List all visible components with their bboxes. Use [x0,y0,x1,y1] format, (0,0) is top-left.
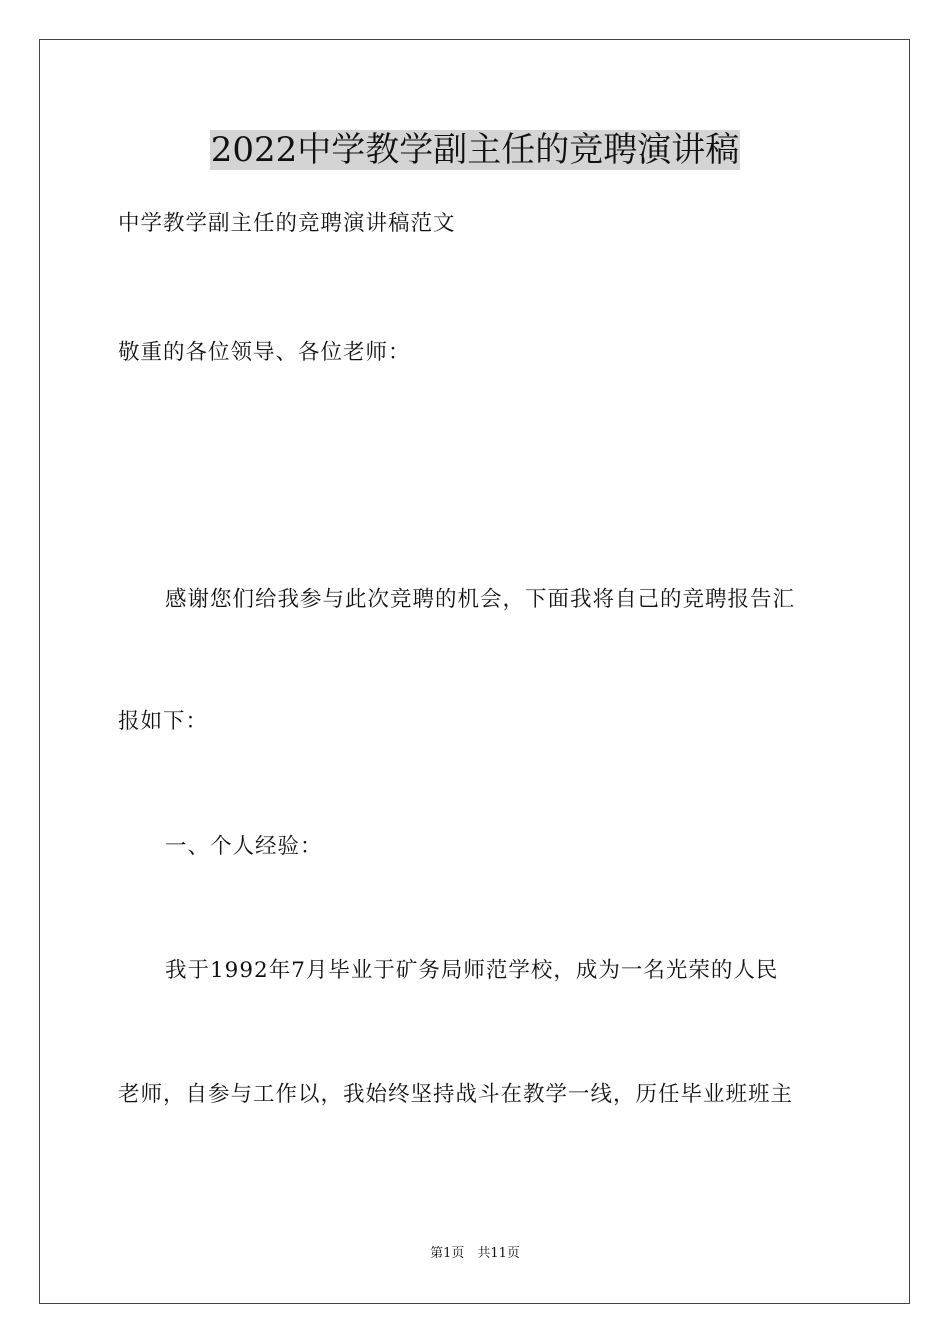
page-footer: 第1页 共11页 [430,1246,520,1261]
document-title-text: 2022中学教学副主任的竞聘演讲稿 [210,130,740,170]
paragraph-line: 我于1992年7月毕业于矿务局师范学校，成为一名光荣的人民 [165,958,779,983]
section-heading: 一、个人经验： [165,834,323,859]
document-subtitle: 中学教学副主任的竞聘演讲稿范文 [118,211,456,236]
salutation: 敬重的各位领导、各位老师： [118,340,411,365]
document-title [0,126,950,174]
paragraph-line: 感谢您们给我参与此次竞聘的机会，下面我将自己的竞聘报告汇 [165,587,796,612]
paragraph-line: 老师，自参与工作以，我始终坚持战斗在教学一线，历任毕业班班主 [118,1082,794,1107]
paragraph-line: 报如下： [118,709,209,734]
